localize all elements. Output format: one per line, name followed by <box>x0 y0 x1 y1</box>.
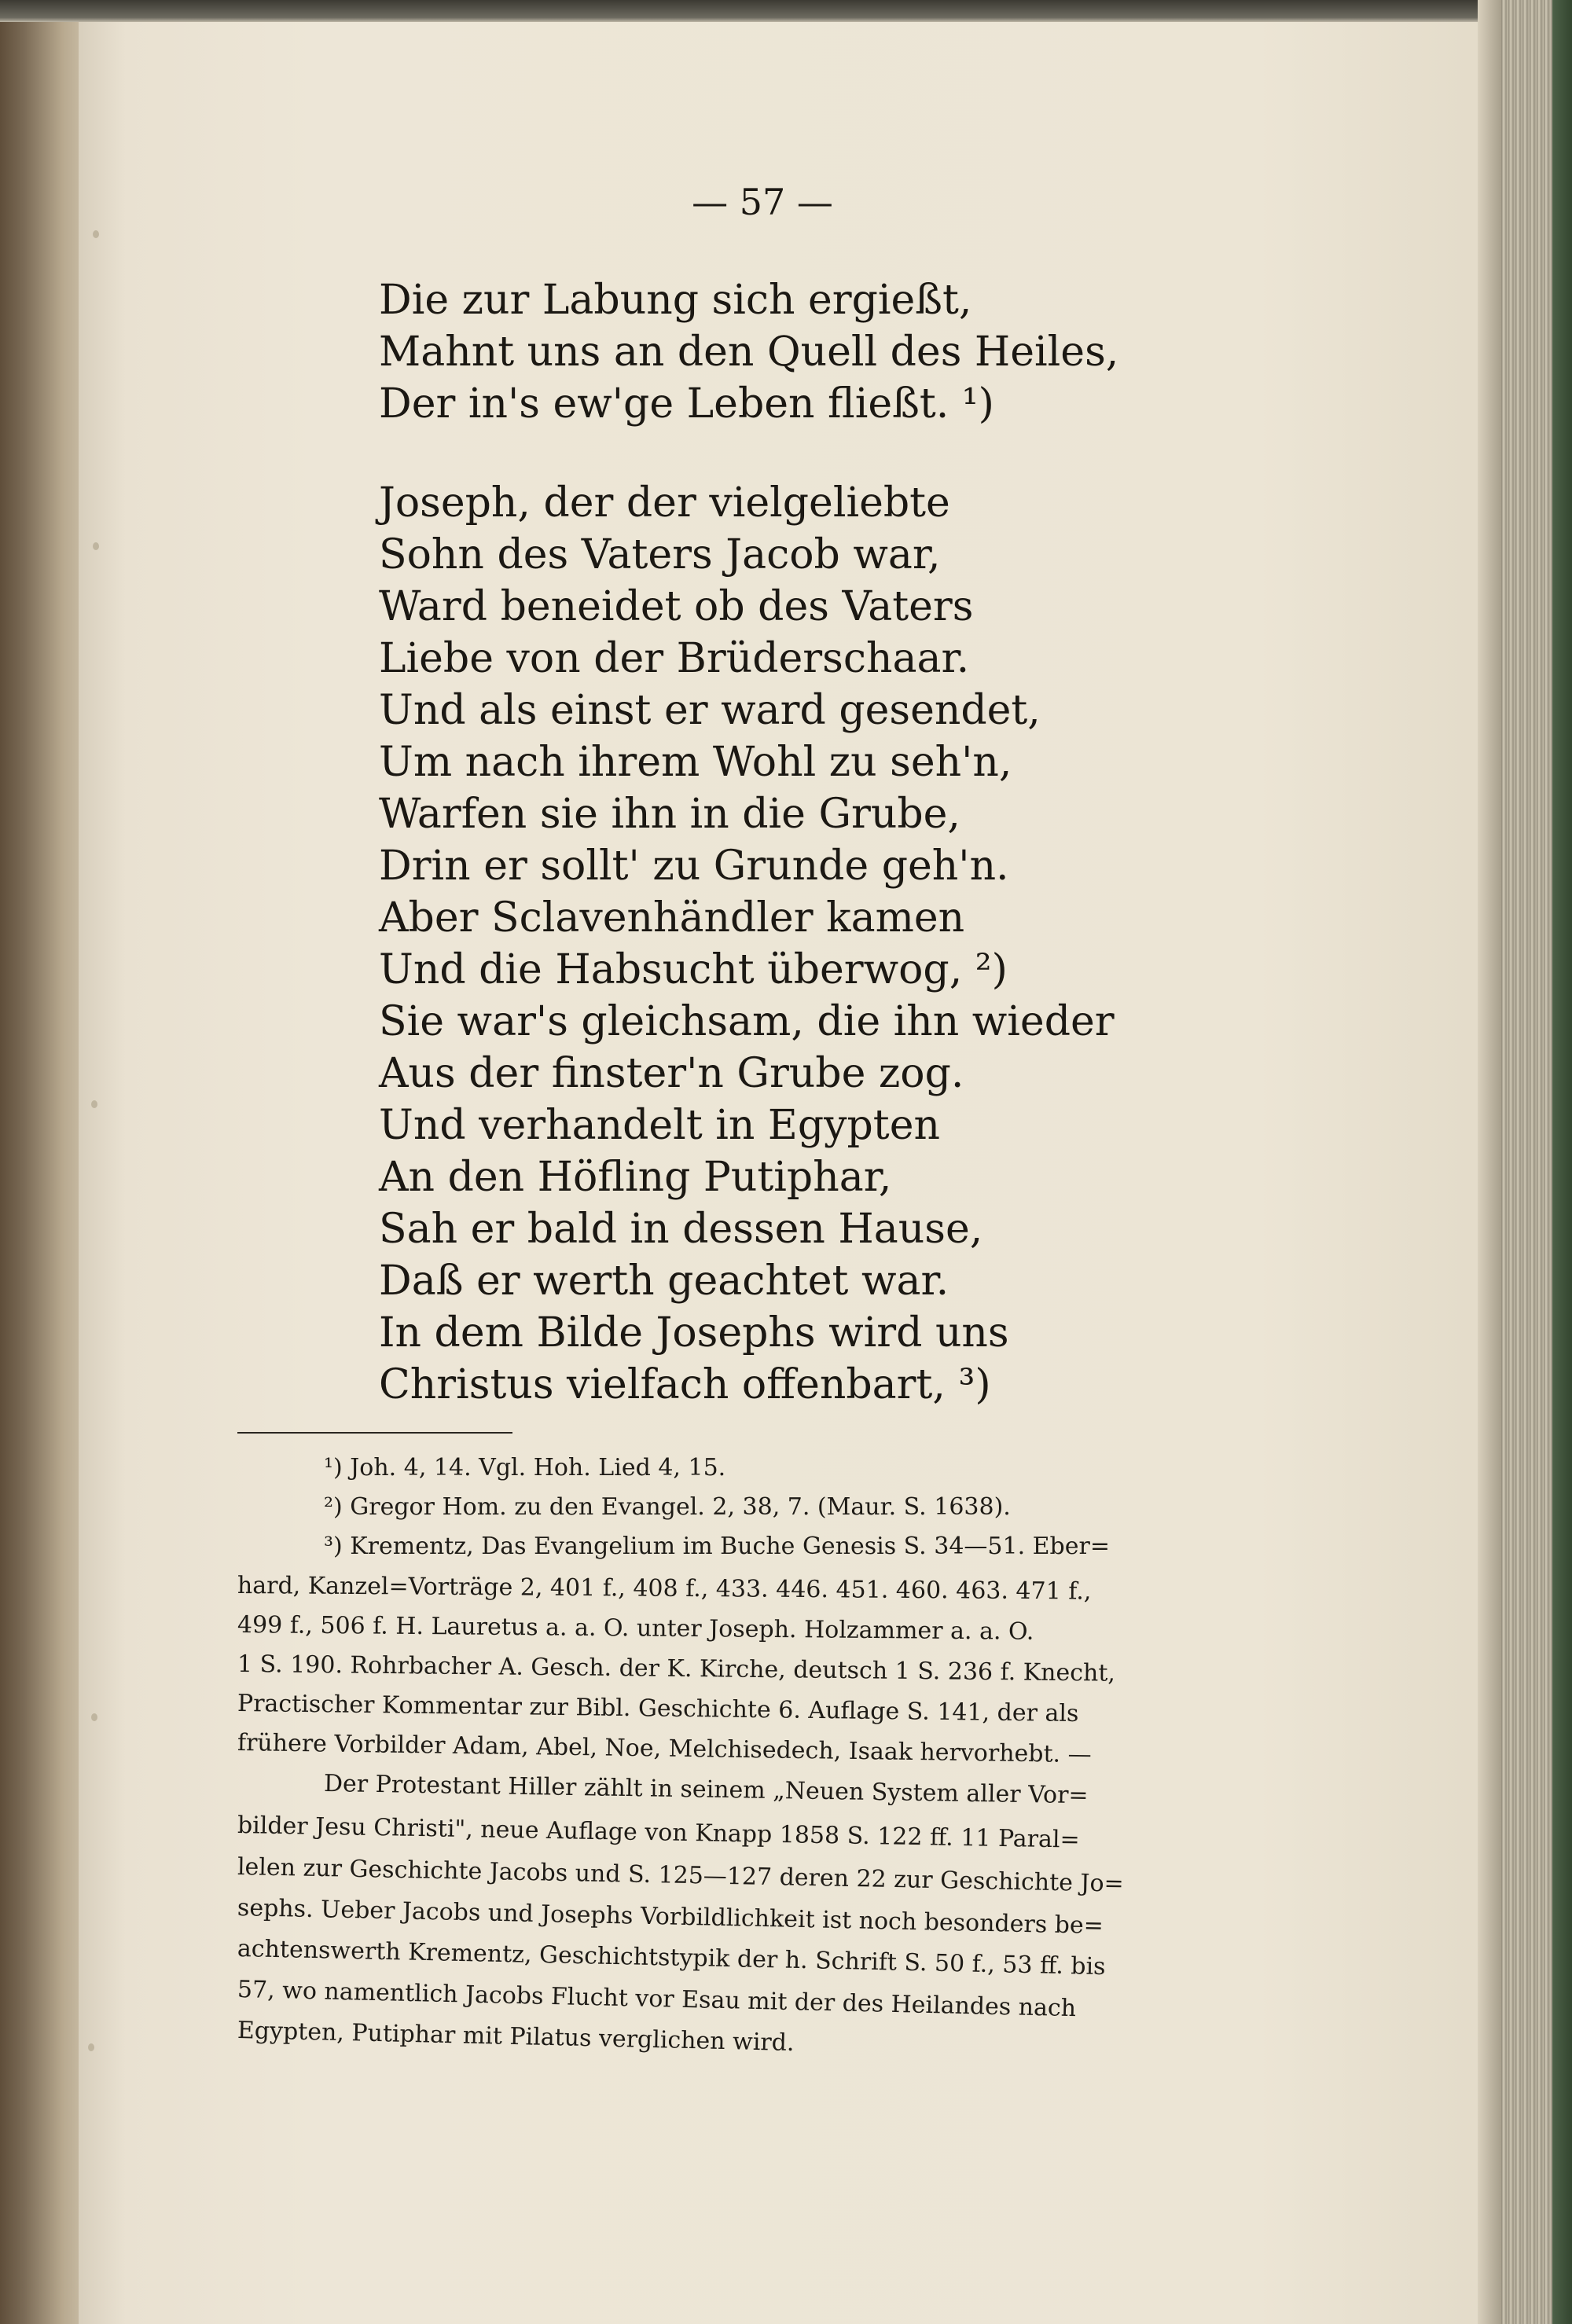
verse-line: Um nach ihrem Wohl zu seh'n, <box>379 739 1012 786</box>
verse-line: Joseph, der der vielgeliebte <box>379 479 950 527</box>
footnote-line: sephs. Ueber Jacobs und Josephs Vorbildlichkeit ist noch besonders be= <box>237 1894 1104 1940</box>
footnote-line: frühere Vorbilder Adam, Abel, Noe, Melchisedech, Isaak hervorhebt. — <box>237 1729 1092 1769</box>
footnote-line: ¹) Joh. 4, 14. Vgl. Hoh. Lied 4, 15. <box>324 1454 726 1481</box>
verse-line: Daß er werth geachtet war. <box>379 1257 949 1305</box>
page-gutter <box>1478 0 1501 2324</box>
footnote-line: 57, wo namentlich Jacobs Flucht vor Esau mit der des Heilandes nach <box>237 1976 1077 2023</box>
verse-line: Und die Habsucht überwog, ²) <box>379 946 1008 993</box>
verse-line: Liebe von der Brüderschaar. <box>379 635 970 682</box>
footnote-line: hard, Kanzel=Vorträge 2, 401 f., 408 f., 433. 446. 451. 460. 463. 471 f., <box>237 1572 1092 1606</box>
verse-line: Der in's ew'ge Leben fließt. ¹) <box>379 380 994 428</box>
footnote-line: Der Protestant Hiller zählt in seinem „Neuen System aller Vor= <box>323 1770 1089 1810</box>
verse-line: An den Höfling Putiphar, <box>379 1154 892 1201</box>
margin-mark <box>93 230 99 238</box>
cover-right-edge <box>1552 0 1572 2324</box>
page-number: — 57 — <box>692 181 833 223</box>
verse-line: Sie war's gleichsam, die ihn wieder <box>379 998 1115 1045</box>
footnote-line: ³) Krementz, Das Evangelium im Buche Genesis S. 34—51. Eber= <box>324 1533 1110 1560</box>
margin-mark <box>91 1100 97 1108</box>
verse-line: Sah er bald in dessen Hause, <box>379 1206 983 1253</box>
footnote-line: Egypten, Putiphar mit Pilatus verglichen wird. <box>237 2017 795 2058</box>
verse-line: Sohn des Vaters Jacob war, <box>379 531 941 578</box>
footnote-line: achtenswerth Krementz, Geschichtstypik der h. Schrift S. 50 f., 53 ff. bis <box>237 1935 1106 1981</box>
cover-top-edge <box>0 0 1572 22</box>
verse-line: Aus der finster'n Grube zog. <box>379 1050 964 1097</box>
footnote-line: 499 f., 506 f. H. Lauretus a. a. O. unter Joseph. Holzammer a. a. O. <box>237 1611 1034 1646</box>
verse-line: Warfen sie ihn in die Grube, <box>379 791 960 838</box>
footnote-line: ²) Gregor Hom. zu den Evangel. 2, 38, 7. (Maur. S. 1638). <box>324 1493 1011 1521</box>
verse-line: Drin er sollt' zu Grunde geh'n. <box>379 843 1009 890</box>
footnote-line: lelen zur Geschichte Jacobs und S. 125—127 deren 22 zur Geschichte Jo= <box>237 1853 1125 1898</box>
footnote-line: Practischer Kommentar zur Bibl. Geschichte 6. Auflage S. 141, der als <box>237 1690 1079 1728</box>
verse-line: Mahnt uns an den Quell des Heiles, <box>379 329 1119 376</box>
verse-line: Die zur Labung sich ergießt, <box>379 277 972 324</box>
footnote-line: bilder Jesu Christi", neue Auflage von Knapp 1858 S. 122 ff. 11 Paral= <box>237 1812 1080 1854</box>
verse-line: Und verhandelt in Egypten <box>379 1102 940 1149</box>
verse-line: Aber Sclavenhändler kamen <box>379 894 965 942</box>
footnote-line: 1 S. 190. Rohrbacher A. Gesch. der K. Kirche, deutsch 1 S. 236 f. Knecht, <box>237 1650 1116 1687</box>
verse-line: In dem Bilde Josephs wird uns <box>379 1309 1009 1357</box>
verse-line: Und als einst er ward gesendet, <box>379 687 1041 734</box>
margin-mark <box>91 1713 97 1721</box>
verse-line: Christus vielfach offenbart, ³) <box>379 1361 991 1408</box>
verse-line: Ward beneidet ob des Vaters <box>379 583 974 630</box>
margin-mark <box>93 542 99 550</box>
margin-mark <box>88 2043 94 2051</box>
footnote-separator <box>237 1432 512 1434</box>
